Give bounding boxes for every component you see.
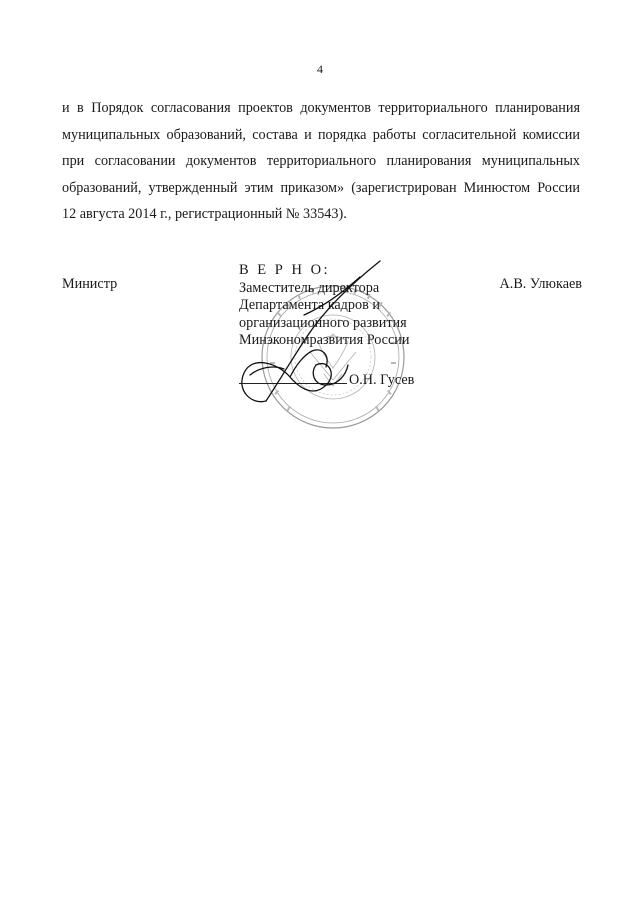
page-number: 4 [317,62,323,76]
paragraph [62,95,580,228]
certified-label: В Е Р Н О: [239,262,331,278]
certifier-title-line: Департамента кадров и [239,297,380,313]
certifier-title-line: Заместитель директора [239,279,380,296]
certifier-name: О.Н. Гусев [349,372,415,388]
paragraph-line: муниципальных образований, состава и порядка работы согласительной комиссии [62,126,580,143]
paragraph-line: 12 августа 2014 г., регистрационный № 33543). [62,206,347,222]
paragraph-line: при согласовании документов территориального планирования муниципальных [62,153,580,169]
paragraph-line: и в Порядок согласования проектов документов территориального планирования [62,100,580,116]
minister-name: А.В. Улюкаев [499,276,582,292]
paragraph-line: образований, утвержденный этим приказом» (зарегистрирован Минюстом России [62,179,580,196]
handwritten-signature [230,255,390,415]
minister-position: Министр [62,276,118,292]
certifier-title-line: организационного развития [239,314,407,331]
certifier-title-line: Минэкономразвития России [239,332,410,348]
